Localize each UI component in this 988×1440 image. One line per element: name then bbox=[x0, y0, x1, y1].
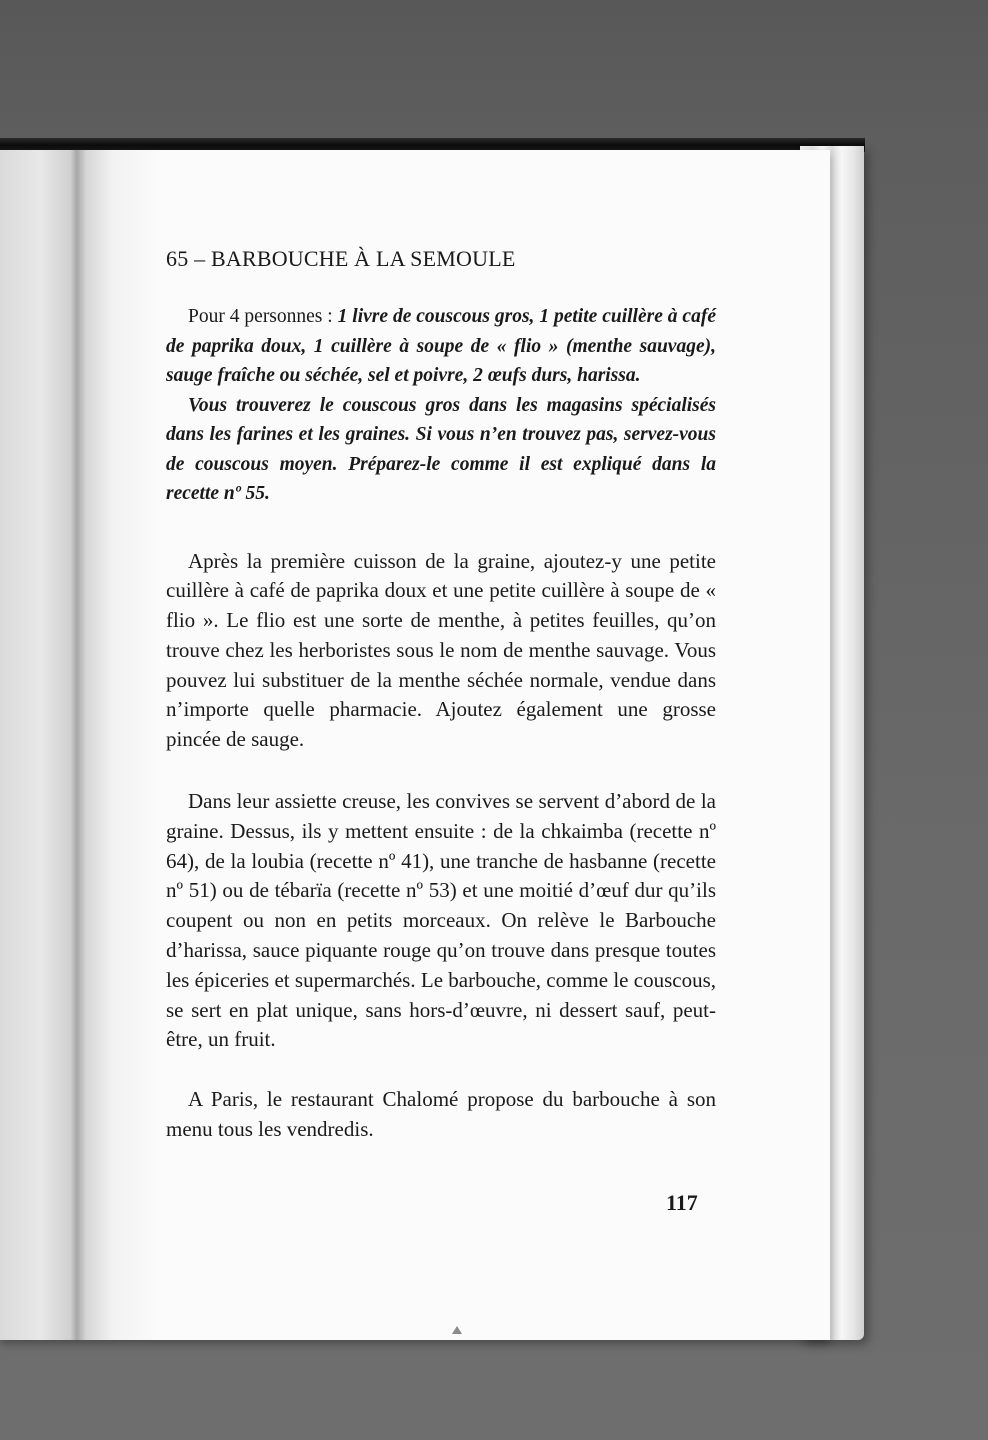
ingredients-list: 1 livre de couscous gros, 1 petite cuillère à café de paprika doux, 1 cuillère à soupe de « flio » (menthe sauvage), sauge fraîche ou séchée, sel et poivre, 2 œufs durs, harissa. bbox=[166, 306, 716, 386]
ingredients-lead: Pour 4 personnes : bbox=[188, 306, 338, 327]
couscous-note: Vous trouverez le couscous gros dans les magasins spécialisés dans les farines et les graines. Si vous n’en trouvez pas, servez-vous de couscous moyen. Préparez-le comme il est expliqué dans la recette nº 55. bbox=[166, 394, 716, 504]
paragraph-paris: A Paris, le restaurant Chalomé propose du barbouche à son menu tous les vendredis. bbox=[166, 1087, 716, 1142]
recipe-heading: 65 – BARBOUCHE À LA SEMOULE bbox=[166, 246, 516, 271]
paragraph-serving: Dans leur assiette creuse, les convives se servent d’abord de la graine. Dessus, ils y mettent ensuite : de la chkaimba (recette nº 64), de la loubia (recette nº 41), une tranche de hasbanne (recette nº 51) ou de tébarïa (recette nº 53) et une moitié d’œuf dur qu’ils coupent ou non en petits morceaux. On relève le Barbouche d’harissa, sauce piquante rouge qu’on trouve dans presque toutes les épiceries et supermarchés. Le barbouche, comme le couscous, se sert en plat unique, sans hors-d’œuvre, ni dessert sauf, peut-être, un fruit. bbox=[166, 789, 716, 1052]
page-number: 117 bbox=[666, 1190, 698, 1215]
recipe-text-block bbox=[166, 246, 716, 1145]
paragraph-preparation: Après la première cuisson de la graine, ajoutez-y une petite cuillère à café de paprika doux et une petite cuillère à soupe de « flio ». Le flio est une sorte de menthe, à petites feuilles, qu’on trouve chez les herboristes sous le nom de menthe sauvage. Vous pouvez lui substituer de la menthe séchée normale, vendue dans n’importe quelle pharmacie. Ajoutez également une grosse pincée de sauge. bbox=[166, 548, 716, 752]
book-gutter bbox=[0, 150, 160, 1340]
paper-mark bbox=[452, 1326, 462, 1334]
ingredients-paragraph bbox=[166, 302, 716, 391]
